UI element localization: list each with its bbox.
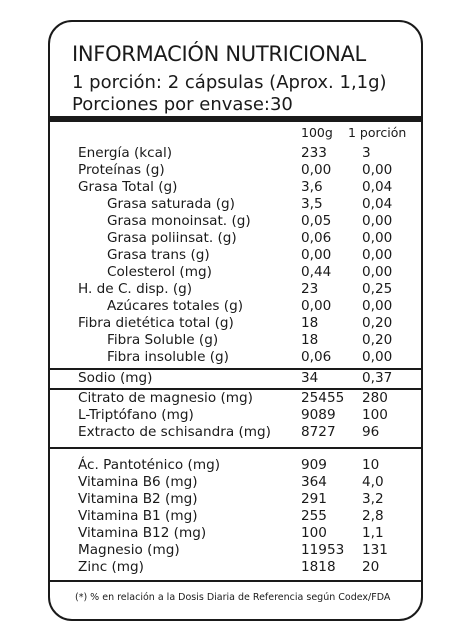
value-serving: 0,00 — [362, 162, 393, 178]
value-serving: 100 — [362, 407, 388, 423]
value-serving: 0,00 — [362, 247, 393, 263]
value-100g: 291 — [301, 491, 327, 507]
value-serving: 0,04 — [362, 196, 393, 212]
nutrient-name: Grasa monoinsat. (g) — [107, 213, 251, 229]
table-row — [0, 491, 474, 508]
value-serving: 2,8 — [362, 508, 384, 524]
value-100g: 1818 — [301, 559, 336, 575]
table-row — [0, 298, 474, 315]
nutrient-name: Proteínas (g) — [78, 162, 165, 178]
footnote: (*) % en relación a la Dosis Diaria de Referencia según Codex/FDA — [75, 592, 391, 603]
value-serving: 3,2 — [362, 491, 384, 507]
nutrient-name: Grasa trans (g) — [107, 247, 210, 263]
value-serving: 4,0 — [362, 474, 384, 490]
nutrient-name: Azúcares totales (g) — [107, 298, 243, 314]
column-header-100g: 100g — [301, 125, 333, 140]
value-serving: 0,00 — [362, 264, 393, 280]
table-row — [0, 370, 474, 387]
value-100g: 8727 — [301, 424, 336, 440]
table-row — [0, 247, 474, 264]
value-serving: 0,25 — [362, 281, 393, 297]
value-serving: 20 — [362, 559, 380, 575]
nutrient-name: Fibra Soluble (g) — [107, 332, 219, 348]
value-100g: 0,06 — [301, 349, 332, 365]
table-row — [0, 196, 474, 213]
nutrient-name: Grasa Total (g) — [78, 179, 178, 195]
value-serving: 0,00 — [362, 298, 393, 314]
table-row — [0, 407, 474, 424]
value-100g: 18 — [301, 315, 319, 331]
nutrient-name: Vitamina B6 (mg) — [78, 474, 198, 490]
value-100g: 0,05 — [301, 213, 332, 229]
value-serving: 0,00 — [362, 349, 393, 365]
value-serving: 0,20 — [362, 332, 393, 348]
nutrient-name: Grasa poliinsat. (g) — [107, 230, 237, 246]
divider — [49, 580, 422, 582]
nutrient-name: H. de C. disp. (g) — [78, 281, 193, 297]
table-row — [0, 145, 474, 162]
divider — [49, 447, 422, 449]
value-serving: 10 — [362, 457, 380, 473]
nutrient-name: Fibra insoluble (g) — [107, 349, 229, 365]
table-row — [0, 179, 474, 196]
table-row — [0, 559, 474, 576]
table-row — [0, 162, 474, 179]
value-100g: 0,00 — [301, 247, 332, 263]
value-100g: 25455 — [301, 390, 345, 406]
table-row — [0, 213, 474, 230]
value-serving: 1,1 — [362, 525, 384, 541]
nutrient-name: Zinc (mg) — [78, 559, 144, 575]
value-serving: 0,20 — [362, 315, 393, 331]
table-row — [0, 390, 474, 407]
table-row — [0, 315, 474, 332]
thick-divider — [49, 116, 422, 122]
value-100g: 0,00 — [301, 298, 332, 314]
value-serving: 280 — [362, 390, 388, 406]
nutrient-name: Fibra dietética total (g) — [78, 315, 234, 331]
value-100g: 233 — [301, 145, 327, 161]
nutrient-name: Sodio (mg) — [78, 370, 153, 386]
nutrient-name: Grasa saturada (g) — [107, 196, 235, 212]
nutrient-name: Vitamina B1 (mg) — [78, 508, 198, 524]
value-serving: 0,00 — [362, 230, 393, 246]
value-100g: 0,06 — [301, 230, 332, 246]
table-row — [0, 474, 474, 491]
value-serving: 131 — [362, 542, 388, 558]
table-row — [0, 264, 474, 281]
nutrient-name: Vitamina B2 (mg) — [78, 491, 198, 507]
nutrient-name: Vitamina B12 (mg) — [78, 525, 207, 541]
value-serving: 3 — [362, 145, 371, 161]
table-row — [0, 281, 474, 298]
value-100g: 3,5 — [301, 196, 323, 212]
table-row — [0, 424, 474, 441]
value-100g: 0,00 — [301, 162, 332, 178]
table-row — [0, 542, 474, 559]
value-100g: 909 — [301, 457, 327, 473]
value-100g: 255 — [301, 508, 327, 524]
table-row — [0, 457, 474, 474]
value-100g: 100 — [301, 525, 327, 541]
column-header-serving: 1 porción — [348, 125, 407, 140]
nutrient-name: Magnesio (mg) — [78, 542, 180, 558]
table-row — [0, 508, 474, 525]
table-row — [0, 349, 474, 366]
table-row — [0, 230, 474, 247]
nutrient-name: Ác. Pantoténico (mg) — [78, 457, 221, 473]
value-100g: 11953 — [301, 542, 345, 558]
value-serving: 0,00 — [362, 213, 393, 229]
nutrient-name: L-Triptófano (mg) — [78, 407, 194, 423]
value-serving: 0,04 — [362, 179, 393, 195]
panel-title: INFORMACIÓN NUTRICIONAL — [72, 42, 366, 66]
nutrient-name: Energía (kcal) — [78, 145, 173, 161]
table-row — [0, 332, 474, 349]
nutrient-name: Citrato de magnesio (mg) — [78, 390, 253, 406]
table-row — [0, 525, 474, 542]
nutrient-name: Extracto de schisandra (mg) — [78, 424, 271, 440]
value-100g: 9089 — [301, 407, 336, 423]
value-100g: 23 — [301, 281, 319, 297]
servings-per-container: Porciones por envase:30 — [72, 94, 293, 115]
value-100g: 3,6 — [301, 179, 323, 195]
nutrient-name: Colesterol (mg) — [107, 264, 212, 280]
value-serving: 0,37 — [362, 370, 393, 386]
value-serving: 96 — [362, 424, 380, 440]
serving-size: 1 porción: 2 cápsulas (Aprox. 1,1g) — [72, 72, 387, 93]
value-100g: 18 — [301, 332, 319, 348]
value-100g: 34 — [301, 370, 319, 386]
value-100g: 0,44 — [301, 264, 332, 280]
value-100g: 364 — [301, 474, 327, 490]
